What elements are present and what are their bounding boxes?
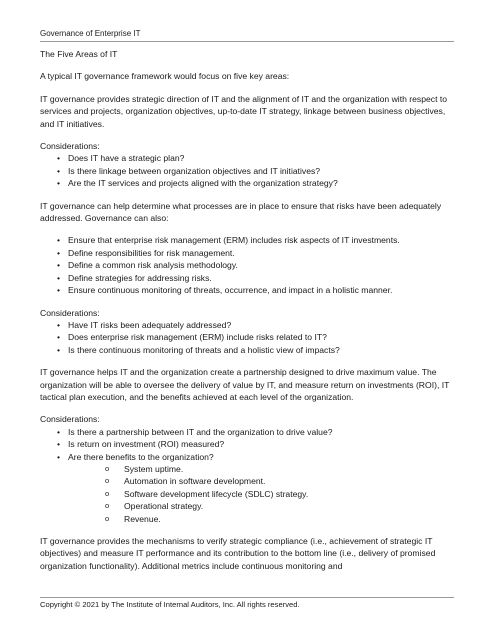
intro-paragraph: A typical IT governance framework would focus on five key areas: bbox=[40, 71, 290, 82]
sublist-item: o Software development lifecycle (SDLC) strategy. bbox=[68, 488, 458, 500]
considerations-label: Considerations: bbox=[40, 307, 100, 318]
sublist-item: o System uptime. bbox=[68, 463, 458, 475]
considerations-label: Considerations: bbox=[40, 141, 100, 152]
sublist-item: o Automation in software development. bbox=[68, 475, 458, 487]
list-item: • Are the IT services and projects aligned with the organization strategy? bbox=[40, 177, 458, 189]
value-paragraph: IT governance helps IT and the organization create a partnership designed to drive maximum value. The organization will be able to oversee the delivery of value by IT, and measure return on investments (ROI), IT tactical plan execution, and the benefits achieved at each level of the organization. bbox=[40, 367, 450, 402]
section-title: The Five Areas of IT bbox=[40, 49, 118, 59]
benefits-sublist bbox=[68, 463, 458, 525]
list-item: • Does IT have a strategic plan? bbox=[40, 152, 458, 164]
copyright-notice: Copyright © 2021 by The Institute of Internal Auditors, Inc. All rights reserved. bbox=[40, 600, 300, 609]
list-item: • Define strategies for addressing risks. bbox=[40, 272, 458, 284]
page-footer bbox=[40, 597, 454, 610]
list-item-text: Are there benefits to the organization? bbox=[68, 451, 214, 462]
considerations-list-2 bbox=[40, 319, 458, 356]
list-item: • Ensure continuous monitoring of threats, occurrence, and impact in a holistic manner. bbox=[40, 284, 458, 296]
governance-actions-list bbox=[40, 234, 458, 296]
considerations-label: Considerations: bbox=[40, 414, 100, 425]
list-item: • Ensure that enterprise risk management (ERM) includes risk aspects of IT investments. bbox=[40, 234, 458, 246]
list-item: • Is return on investment (ROI) measured? bbox=[40, 438, 458, 450]
document-body bbox=[40, 48, 458, 582]
list-item: • Does enterprise risk management (ERM) include risks related to IT? bbox=[40, 331, 458, 343]
sublist-item: o Revenue. bbox=[68, 513, 458, 525]
strategic-direction-paragraph: IT governance provides strategic direction of IT and the alignment of IT and the organization with respect to services and projects, organization objectives, up-to-date IT strategy, linkage between business objectives, and IT initiatives. bbox=[40, 93, 448, 129]
list-item: • Have IT risks been adequately addressed? bbox=[40, 319, 458, 331]
list-item bbox=[40, 451, 458, 525]
page-header bbox=[40, 29, 454, 42]
list-item: • Is there linkage between organization objectives and IT initiatives? bbox=[40, 165, 458, 177]
sublist-item: o Operational strategy. bbox=[68, 500, 458, 512]
header-title: Governance of Enterprise IT bbox=[40, 29, 141, 38]
list-item: • Is there a partnership between IT and the organization to drive value? bbox=[40, 426, 458, 438]
risk-paragraph: IT governance can help determine what processes are in place to ensure that risks have been adequately addressed. Governance can also: bbox=[40, 200, 442, 224]
considerations-list-3 bbox=[40, 426, 458, 525]
considerations-list-1 bbox=[40, 152, 458, 189]
list-item: • Define responsibilities for risk management. bbox=[40, 247, 458, 259]
compliance-paragraph: IT governance provides the mechanisms to verify strategic compliance (i.e., achievement of strategic IT objectives) and measure IT performance and its contribution to the bottom line (i.e., delivery of promised organization functionality). Additional metrics include continuous monitoring and bbox=[40, 536, 436, 571]
list-item: • Is there continuous monitoring of threats and a holistic view of impacts? bbox=[40, 344, 458, 356]
list-item: • Define a common risk analysis methodology. bbox=[40, 259, 458, 271]
